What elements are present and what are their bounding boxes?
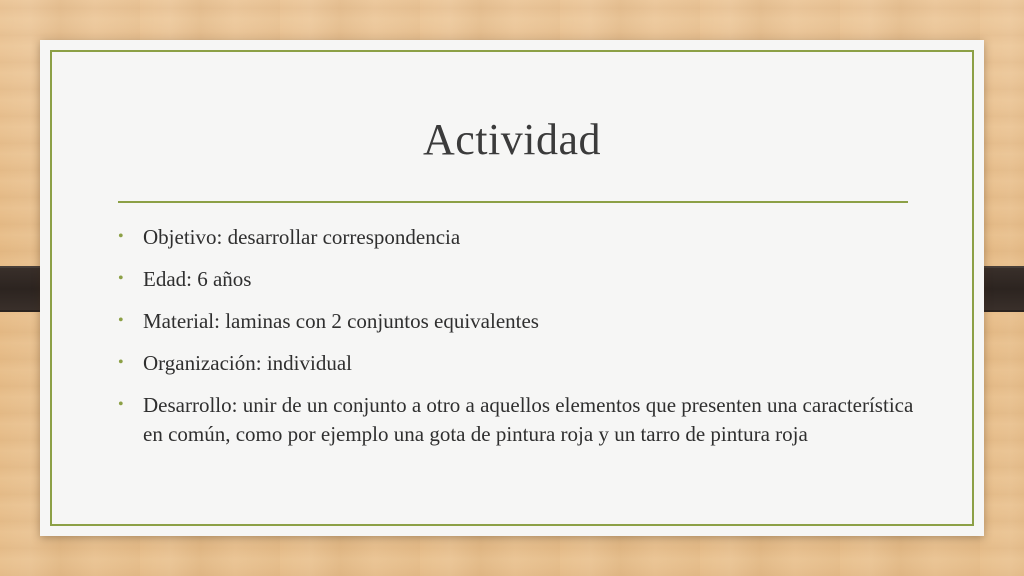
bullet-item-desarrollo: [118, 391, 918, 449]
bullet-item-objetivo: [118, 223, 918, 252]
bullet-list: [118, 223, 918, 462]
slide-card: [40, 40, 984, 536]
bullet-text: Material: laminas con 2 conjuntos equivalentes: [143, 309, 539, 333]
bullet-item-edad: [118, 265, 918, 294]
bullet-text: Desarrollo: unir de un conjunto a otro a aquellos elementos que presenten una característica en común, como por ejemplo una gota de pintura roja y un tarro de pintura roja: [143, 393, 914, 446]
bullet-icon: •: [118, 270, 124, 287]
bullet-icon: •: [118, 354, 124, 371]
bullet-icon: •: [118, 312, 124, 329]
bullet-text: Organización: individual: [143, 351, 352, 375]
bullet-icon: •: [118, 396, 124, 413]
slide-title: Actividad: [422, 115, 601, 164]
bullet-item-material: [118, 307, 918, 336]
bullet-icon: •: [118, 228, 124, 245]
bullet-text: Objetivo: desarrollar correspondencia: [143, 225, 461, 249]
bullet-item-organizacion: [118, 349, 918, 378]
bullet-text: Edad: 6 años: [143, 267, 252, 291]
title-underline: [118, 201, 908, 203]
